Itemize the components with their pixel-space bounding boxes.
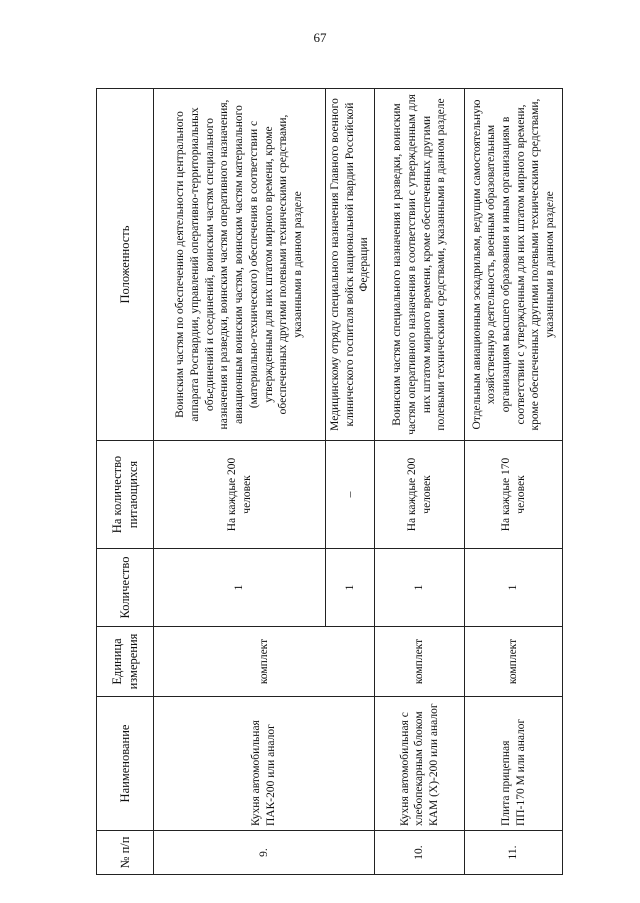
row-num: 10. — [375, 831, 465, 875]
row-qty: 1 — [326, 549, 375, 627]
row-qty: 1 — [465, 549, 563, 627]
header-num: № п/п — [97, 831, 154, 875]
row-name: Плита прицепная ПП-170 М или аналог — [465, 697, 563, 831]
row-per: – — [326, 441, 375, 549]
header-qty: Количество — [97, 549, 154, 627]
table-row — [154, 89, 326, 875]
row-unit: комплект — [154, 627, 375, 697]
row-name: Кухня автомобильная ПАК-200 или аналог — [154, 697, 375, 831]
row-qty: 1 — [375, 549, 465, 627]
header-entitlement: Положенность — [97, 89, 154, 441]
row-unit: комплект — [375, 627, 465, 697]
table-header-row — [97, 89, 154, 875]
table-row — [465, 89, 563, 875]
row-per: На каждые 200 человек — [375, 441, 465, 549]
header-unit: Единица измерения — [97, 627, 154, 697]
row-num: 11. — [465, 831, 563, 875]
row-per: На каждые 170 человек — [465, 441, 563, 549]
rotated-table-wrapper — [96, 89, 557, 875]
row-unit: комплект — [465, 627, 563, 697]
header-per: На количество питающихся — [97, 441, 154, 549]
row-name: Кухня автомобильная с хлебопекарным блоком КАМ (Х)-200 или аналог — [375, 697, 465, 831]
page-number: 67 — [313, 30, 327, 45]
row-per: На каждые 200 человек — [154, 441, 326, 549]
header-name: Наименование — [97, 697, 154, 831]
row-entitlement: Воинским частям по обеспечению деятельности центрального аппарата Росгвардии, управлений оперативно-территориальных объединений и соединений, воинским частям специального назначения и разведки, воинским частям оперативного назначения, авиационным воинским частям, воинским частям материального (материально-технического) обеспечения в соответствии с утвержденным для них штатом мирного времени, кроме обеспеченных другими полевыми техническими средствами, указанными в данном разделе — [154, 89, 326, 441]
row-qty: 1 — [154, 549, 326, 627]
entitlement-table — [96, 88, 563, 875]
row-entitlement: Медицинскому отряду специального назначения Главного военного клинического госпиталя войск национальной гвардии Российской Федерации — [326, 89, 375, 441]
table-row — [375, 89, 465, 875]
row-entitlement: Воинским частям специального назначения и разведки, воинским частям оперативного назначения в соответствии с утвержденным для них штатом мирного времени, кроме обеспеченных другими полевыми техническими средствами, указанными в данном разделе — [375, 89, 465, 441]
row-entitlement: Отдельным авиационным эскадрильям, ведущим самостоятельную хозяйственную деятельность, военным образовательным организациям высшего образования и иным организациям в соответствии с утвержденным для них штатом мирного времени, кроме обеспеченных другими полевыми техническими средствами, указанными в данном разделе — [465, 89, 563, 441]
row-num: 9. — [154, 831, 375, 875]
